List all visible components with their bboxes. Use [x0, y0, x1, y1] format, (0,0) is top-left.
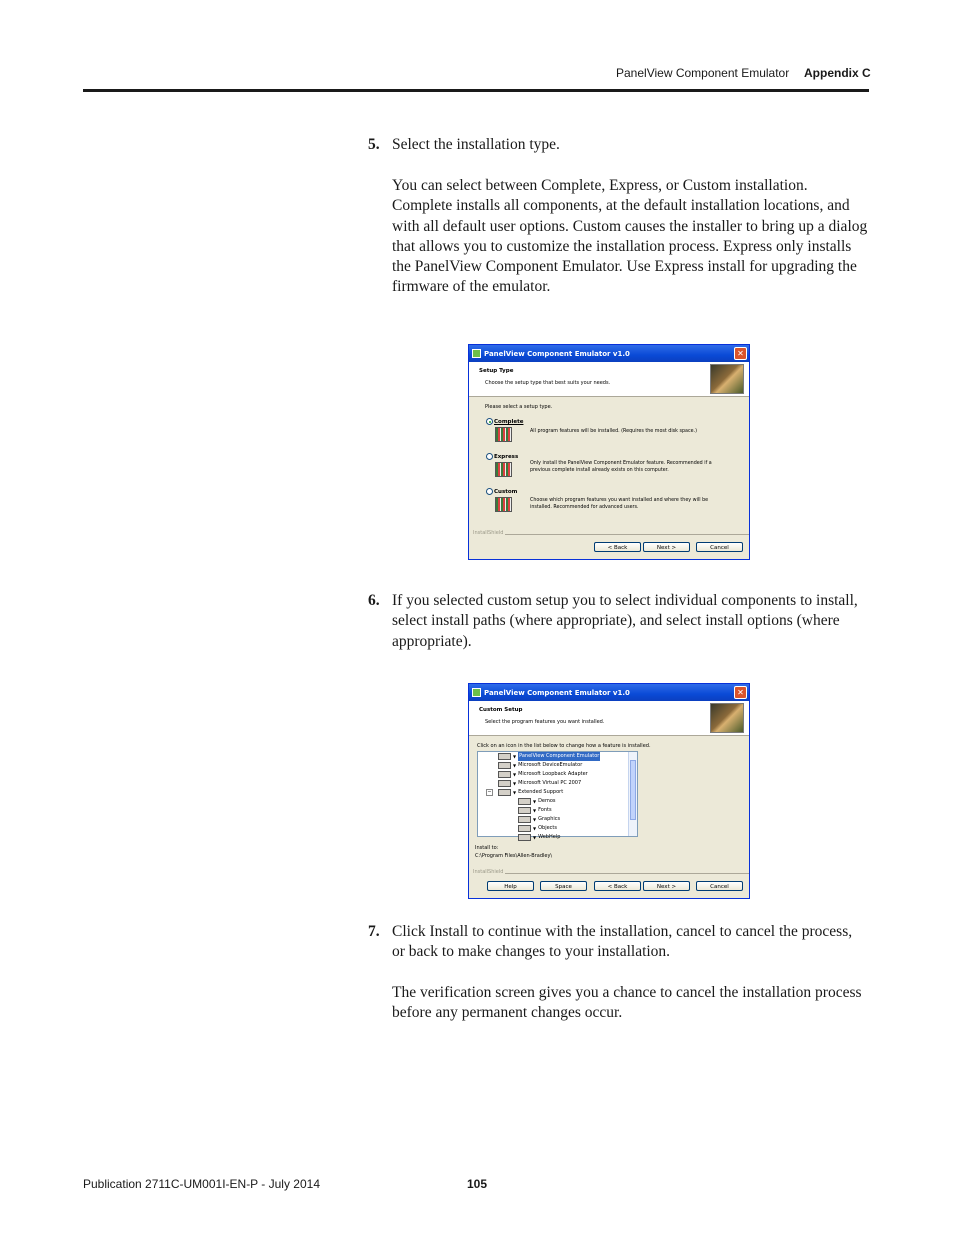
- dropdown-arrow-icon[interactable]: ▼: [513, 781, 517, 786]
- step-5-paragraph: You can select between Complete, Express, or Custom installation. Complete installs all components, at the default installation locations, and with all default user options. Custom causes the installer to bring up a dialog that allows you to customize the installation process. Express only installs the PanelView Component Emulator. Use Express install for upgrading the firmware of the emulator.: [392, 177, 868, 296]
- dialog-banner: [469, 362, 749, 397]
- running-header-title: PanelView Component Emulator: [616, 66, 790, 80]
- step-number: 5.: [368, 136, 380, 153]
- scrollbar-thumb[interactable]: [630, 760, 636, 820]
- dialog-banner: [469, 701, 749, 736]
- radio-unselected-icon[interactable]: [486, 453, 493, 460]
- dropdown-arrow-icon[interactable]: ▼: [533, 799, 537, 804]
- dropdown-arrow-icon[interactable]: ▼: [513, 763, 517, 768]
- option-custom[interactable]: Custom: [486, 488, 517, 495]
- step-7: [368, 922, 868, 963]
- dropdown-arrow-icon[interactable]: ▼: [533, 835, 537, 840]
- dropdown-arrow-icon[interactable]: ▼: [513, 754, 517, 759]
- dropdown-arrow-icon[interactable]: ▼: [513, 790, 517, 795]
- install-to-label: Install to:: [475, 845, 499, 851]
- tree-scrollbar[interactable]: [628, 752, 637, 836]
- back-button[interactable]: < Back: [594, 881, 641, 891]
- option-custom-desc: Choose which program features you want installed and where they will be installed. Recommended for advanced users.: [530, 498, 709, 510]
- option-complete-desc: All program features will be installed. (Requires the most disk space.): [530, 429, 697, 434]
- setup-banner-icon: [710, 703, 744, 733]
- back-button[interactable]: < Back: [594, 542, 641, 552]
- custom-setup-dialog-screenshot: [468, 683, 750, 899]
- drive-icon[interactable]: [498, 753, 511, 760]
- tree-item[interactable]: ▼ WebHelp: [518, 833, 560, 842]
- step-text: Select the installation type.: [392, 136, 560, 153]
- radio-unselected-icon[interactable]: [486, 488, 493, 495]
- drive-icon[interactable]: [498, 780, 511, 787]
- dialog-titlebar: [469, 684, 749, 701]
- drive-icon[interactable]: [518, 825, 531, 832]
- radio-selected-icon[interactable]: [486, 418, 493, 425]
- step-text: If you selected custom setup you to select individual components to install, select install paths (where appropriate), and select install options (where appropriate).: [392, 592, 858, 650]
- drive-icon[interactable]: [518, 834, 531, 841]
- option-express[interactable]: Express: [486, 453, 518, 460]
- tree-item[interactable]: ▼ Microsoft Virtual PC 2007: [498, 779, 581, 788]
- installshield-label: InstallShield: [473, 530, 504, 536]
- space-button[interactable]: Space: [540, 881, 587, 891]
- dialog-heading: Setup Type: [479, 368, 514, 374]
- install-path: C:\Program Files\Allen-Bradley\: [475, 853, 553, 859]
- header-rule: [83, 89, 869, 92]
- setup-banner-icon: [710, 364, 744, 394]
- custom-setup-icon: [495, 497, 512, 512]
- dialog-subheading: Select the program features you want installed.: [485, 719, 605, 725]
- step-5: [368, 135, 868, 155]
- dialog-subheading: Choose the setup type that best suits your needs.: [485, 380, 611, 386]
- tree-item[interactable]: ▼ Microsoft DeviceEmulator: [498, 761, 582, 770]
- tree-item[interactable]: ▼ Microsoft Loopback Adapter: [498, 770, 588, 779]
- custom-prompt: Click on an icon in the list below to change how a feature is installed.: [477, 743, 651, 749]
- next-button[interactable]: Next >: [643, 881, 690, 891]
- complete-setup-icon: [495, 427, 512, 442]
- option-complete[interactable]: Complete: [486, 418, 523, 425]
- dialog-heading: Custom Setup: [479, 707, 523, 713]
- next-button[interactable]: Next >: [643, 542, 690, 552]
- cancel-button[interactable]: Cancel: [696, 881, 743, 891]
- drive-icon[interactable]: [498, 789, 511, 796]
- dropdown-arrow-icon[interactable]: ▼: [533, 826, 537, 831]
- step-6: [368, 591, 868, 652]
- tree-item[interactable]: ▼ Demos: [518, 797, 556, 806]
- drive-icon[interactable]: [518, 807, 531, 814]
- step-text: Click Install to continue with the installation, cancel to cancel the process, or back to make changes to your installation.: [392, 923, 853, 961]
- dropdown-arrow-icon[interactable]: ▼: [513, 772, 517, 777]
- tree-item[interactable]: ▼ Objects: [518, 824, 557, 833]
- express-setup-icon: [495, 462, 512, 477]
- step-7-paragraph: The verification screen gives you a chance to cancel the installation process before any permanent changes occur.: [392, 984, 862, 1022]
- setup-type-dialog-screenshot: [468, 344, 750, 560]
- step-number: 6.: [368, 592, 380, 609]
- running-header-appendix: Appendix C: [804, 66, 871, 80]
- page-number: 105: [467, 1177, 488, 1191]
- tree-item[interactable]: ▼ Extended Support: [498, 788, 563, 797]
- dropdown-arrow-icon[interactable]: ▼: [533, 817, 537, 822]
- option-express-desc: Only install the PanelView Component Emulator feature. Recommended if a previous complete install already exists on this computer.: [530, 461, 712, 473]
- help-button[interactable]: Help: [487, 881, 534, 891]
- footer-divider: [505, 873, 749, 874]
- close-icon[interactable]: ✕: [734, 686, 747, 699]
- dialog-titlebar: [469, 345, 749, 362]
- cancel-button[interactable]: Cancel: [696, 542, 743, 552]
- tree-item[interactable]: ▼ Graphics: [518, 815, 560, 824]
- footer-divider: [505, 534, 749, 535]
- drive-icon[interactable]: [498, 762, 511, 769]
- drive-icon[interactable]: [498, 771, 511, 778]
- feature-tree[interactable]: [477, 751, 638, 840]
- close-icon[interactable]: ✕: [734, 347, 747, 360]
- installshield-label: InstallShield: [473, 869, 504, 875]
- dialog-title: PanelView Component Emulator v1.0: [484, 349, 630, 358]
- publication-number: Publication 2711C-UM001I-EN-P - July 2014: [83, 1177, 321, 1191]
- installer-app-icon: [472, 349, 481, 358]
- tree-item[interactable]: ▼ Fonts: [518, 806, 552, 815]
- step-number: 7.: [368, 923, 380, 940]
- dropdown-arrow-icon[interactable]: ▼: [533, 808, 537, 813]
- drive-icon[interactable]: [518, 816, 531, 823]
- setup-prompt: Please select a setup type.: [485, 404, 553, 410]
- dialog-title: PanelView Component Emulator v1.0: [484, 688, 630, 697]
- drive-icon[interactable]: [518, 798, 531, 805]
- tree-item[interactable]: ▼ PanelView Component Emulator: [498, 752, 600, 761]
- installer-app-icon: [472, 688, 481, 697]
- collapse-icon[interactable]: −: [487, 789, 492, 795]
